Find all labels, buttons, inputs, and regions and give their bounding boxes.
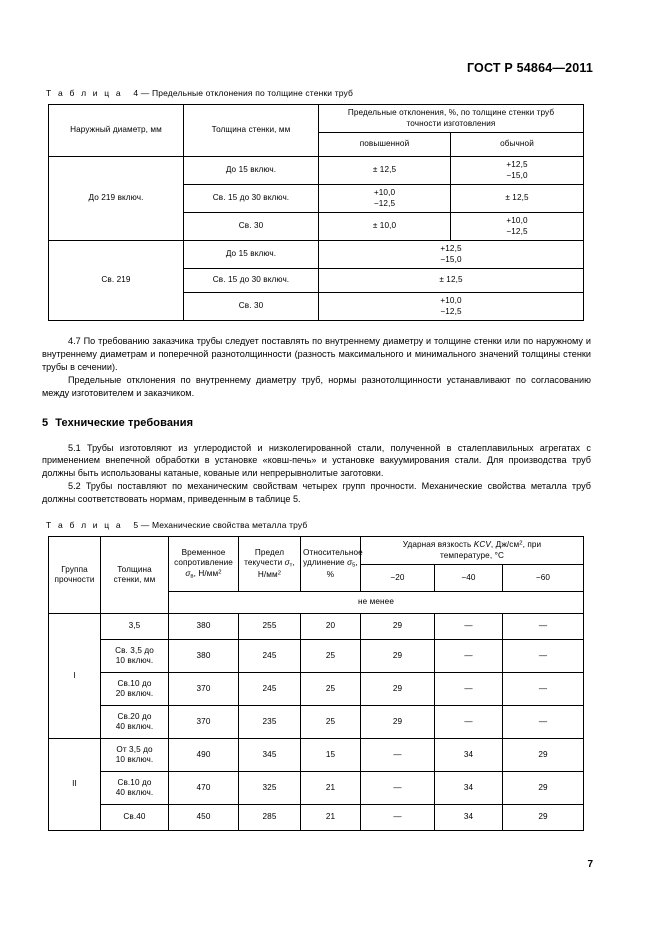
- table5-elongation: 25: [301, 706, 361, 739]
- table5-elong-sub: 5: [352, 562, 356, 569]
- table4-caption-label: Т а б л и ц а: [46, 88, 123, 98]
- table-row: [49, 673, 584, 706]
- table5-elong-symbol: σ: [347, 558, 353, 568]
- table5-col-thickness: [101, 537, 169, 614]
- table5-thickness: [101, 805, 169, 831]
- table5-impact-b: , Дж/см: [490, 540, 520, 550]
- table5-tensile: 470: [169, 772, 239, 805]
- table5-kcv-minus20: —: [361, 805, 435, 831]
- table-row: [49, 739, 584, 772]
- table5-yield-comma: ,: [292, 558, 295, 568]
- table5-col-temp-minus60: −60: [503, 565, 584, 592]
- table5-kcv-minus60: 29: [503, 772, 584, 805]
- table5-tensile-sub: в: [190, 573, 194, 580]
- table5-elongation: 20: [301, 614, 361, 640]
- table5-thickness: [101, 739, 169, 772]
- table5-kcv-minus40: —: [435, 673, 503, 706]
- table5-thickness-l1: Св. 3,5 до: [115, 645, 154, 655]
- table4-normal-lower: −12,5: [506, 226, 528, 236]
- table5-elongation: 15: [301, 739, 361, 772]
- table5-tensile-units: , Н/мм: [193, 568, 219, 578]
- table5-tensile-line1: Временное: [181, 547, 226, 557]
- page-content: [40, 88, 591, 831]
- table5-group-2: II: [49, 739, 101, 831]
- table4-thickness: Св. 15 до 30 включ.: [184, 269, 319, 293]
- table4-merged-deviation: [319, 293, 584, 321]
- table4-normal-upper: +10,0: [506, 216, 528, 225]
- table-row: [49, 614, 584, 640]
- table5-kcv-minus60: 29: [503, 739, 584, 772]
- table4-merged-deviation: ± 12,5: [319, 269, 584, 293]
- table5-strength-line2: прочности: [54, 575, 95, 585]
- table-row: [49, 805, 584, 831]
- table5-elongation: 25: [301, 673, 361, 706]
- table4-col-deviation-group: [319, 105, 584, 133]
- table5-yield-line2: текучести: [244, 558, 285, 568]
- table5-thickness: [101, 772, 169, 805]
- table4-caption-text: Предельные отклонения по толщине стенки труб: [151, 88, 354, 98]
- table5-kcv-minus60: 29: [503, 805, 584, 831]
- table5-thickness-l2: 20 включ.: [115, 689, 154, 699]
- table5-thickness-l2: 10 включ.: [115, 656, 154, 666]
- table5-elong-line2: удлинение: [303, 558, 348, 568]
- standard-header: ГОСТ Р 54864—2011: [466, 61, 593, 75]
- table5-col-elongation: [301, 537, 361, 592]
- table5-kcv-minus20: —: [361, 772, 435, 805]
- table5-yield-sub: т: [289, 562, 293, 569]
- table4-thickness: До 15 включ.: [184, 157, 319, 185]
- table5-thickness-l2: 40 включ.: [115, 722, 154, 732]
- table5-kcv-minus60: —: [503, 706, 584, 739]
- table5-impact-sup: 2: [519, 540, 523, 547]
- table5-col-strength-group: [49, 537, 101, 614]
- paragraph-4-7: 4.7 По требованию заказчика трубы следует поставлять по внутреннему диаметру и толщине стенки или по наружному и внутреннему диаметрам и поперечной разнотолщинности (разность максимального и минимального значений толщины стенки трубы в сечении).: [42, 336, 591, 372]
- table5-tensile: 380: [169, 614, 239, 640]
- table5-caption: [40, 520, 591, 530]
- table4-merged-upper: +12,5: [440, 244, 462, 253]
- table-5-mechanical-properties: [48, 536, 584, 831]
- table4-high-upper: +10,0: [373, 188, 396, 197]
- table4-merged-lower: −12,5: [440, 306, 462, 316]
- table5-kcv-minus40: —: [435, 706, 503, 739]
- table4-col-precision-high: повышенной: [319, 133, 451, 157]
- table5-yield-line1: Предел: [254, 547, 285, 557]
- table5-caption-text: Механические свойства металла труб: [151, 520, 308, 531]
- table5-elongation: 25: [301, 640, 361, 673]
- table-row: [49, 241, 584, 269]
- section-5-title: Технические требования: [55, 416, 194, 429]
- section-5-heading: [42, 417, 591, 429]
- paragraph-4-7-b: Предельные отклонения по внутреннему диаметру труб, нормы разнотолщинности устанавливают по согласованию между изготовителем и заказчиком.: [42, 374, 591, 398]
- table5-col-impact-toughness-group: [361, 537, 584, 565]
- table4-merged-deviation: [319, 241, 584, 269]
- table5-kcv-minus60: —: [503, 673, 584, 706]
- table5-header-row-1: [49, 537, 584, 565]
- table4-normal: [451, 157, 584, 185]
- table5-impact-a: Ударная вязкость: [402, 540, 474, 550]
- table4-normal: ± 12,5: [451, 185, 584, 213]
- table5-yield-units: Н/мм: [257, 570, 278, 580]
- clause-4-7-block: [40, 335, 591, 400]
- table5-kcv-minus20: —: [361, 739, 435, 772]
- table4-high: [319, 185, 451, 213]
- table5-kcv-minus20: 29: [361, 614, 435, 640]
- table-row: [49, 772, 584, 805]
- table5-elong-comma: ,: [355, 558, 358, 568]
- table5-thickness-l1: Св.10 до: [117, 777, 152, 787]
- table-row: [49, 706, 584, 739]
- table5-yield: 345: [239, 739, 301, 772]
- table5-kcv-minus40: —: [435, 640, 503, 673]
- table5-kcv-minus20: 29: [361, 706, 435, 739]
- table5-col-tensile-strength: [169, 537, 239, 592]
- table5-thickness-l2: 10 включ.: [115, 755, 154, 765]
- table5-elongation: 21: [301, 772, 361, 805]
- table5-group-1: I: [49, 614, 101, 739]
- table4-normal: [451, 213, 584, 241]
- table5-thickness-l1: 3,5: [128, 621, 141, 631]
- table5-caption-number: 5: [133, 520, 139, 531]
- paragraph-5-1: 5.1 Трубы изготовляют из углеродистой и низколегированной стали, полученной в сталеплавильных агрегатах с применением внепечной обработки в установке «ковш-печь» и установке вакуумирования стали. Для производства труб должны быть использованы катаные, кованые или непрерывнолитые заготовки.: [42, 442, 591, 479]
- table5-thickness: [101, 706, 169, 739]
- table4-caption: [40, 88, 591, 98]
- table5-tensile: 370: [169, 673, 239, 706]
- table5-kcv-minus40: —: [435, 614, 503, 640]
- table5-yield: 255: [239, 614, 301, 640]
- table5-kcv-minus60: —: [503, 640, 584, 673]
- table4-col-wall-thickness: Толщина стенки, мм: [184, 105, 319, 157]
- table5-caption-label: Т а б л и ц а: [46, 520, 123, 531]
- table4-col-precision-normal: обычной: [451, 133, 584, 157]
- table4-body: [49, 157, 584, 321]
- table5-elong-line1: Относительное: [303, 547, 363, 557]
- table-4-wall-thickness-deviations: [48, 104, 584, 321]
- table5-kcv-minus20: 29: [361, 640, 435, 673]
- table5-thickness-line1: Толщина: [117, 564, 152, 574]
- table5-tensile-line2: сопротивление: [174, 558, 233, 568]
- table5-kcv-minus20: 29: [361, 673, 435, 706]
- table4-caption-dash: —: [140, 88, 150, 98]
- table4-high-lower: −12,5: [373, 198, 396, 208]
- table5-thickness-l1: Св.20 до: [117, 711, 152, 721]
- table5-tensile: 370: [169, 706, 239, 739]
- table5-body: [49, 614, 584, 831]
- table5-tensile: 450: [169, 805, 239, 831]
- table5-thickness-l2: 40 включ.: [115, 788, 154, 798]
- table5-thickness-l1: Св.10 до: [117, 678, 152, 688]
- table4-merged-upper: +10,0: [440, 296, 462, 305]
- table5-yield-sup: 2: [277, 570, 282, 577]
- table5-kcv-minus60: —: [503, 614, 584, 640]
- table-row: [49, 640, 584, 673]
- table5-elong-line3: %: [326, 570, 335, 580]
- table5-strength-line1: Группа: [61, 564, 88, 574]
- table5-tensile-sup: 2: [218, 569, 222, 576]
- table5-yield: 325: [239, 772, 301, 805]
- table5-col-yield-strength: [239, 537, 301, 592]
- table4-thickness: До 15 включ.: [184, 241, 319, 269]
- table5-col-temp-minus20: −20: [361, 565, 435, 592]
- table5-caption-dash: —: [140, 520, 150, 531]
- table5-yield: 235: [239, 706, 301, 739]
- table5-impact-kcv: KCV: [473, 540, 491, 550]
- table4-header-row-1: [49, 105, 584, 133]
- table5-yield-symbol: σ: [284, 558, 290, 568]
- table4-thickness: Св. 30: [184, 293, 319, 321]
- table5-thickness-l1: От 3,5 до: [116, 744, 153, 754]
- table4-normal-upper: +12,5: [506, 160, 528, 169]
- table4-merged-lower: −15,0: [440, 254, 462, 264]
- table4-normal-lower: −15,0: [506, 170, 528, 180]
- table5-thickness: [101, 673, 169, 706]
- table5-elongation: 21: [301, 805, 361, 831]
- page-number: 7: [587, 859, 593, 870]
- table5-thickness-line2: стенки, мм: [113, 575, 156, 585]
- section-5-number: 5: [42, 416, 49, 429]
- table5-kcv-minus40: 34: [435, 805, 503, 831]
- table5-tensile-symbol: σ: [185, 568, 191, 578]
- table5-tensile: 490: [169, 739, 239, 772]
- table5-kcv-minus40: 34: [435, 772, 503, 805]
- table4-deviation-line1: Предельные отклонения, %, по толщине стенки труб: [347, 108, 555, 117]
- table5-col-temp-minus40: −40: [435, 565, 503, 592]
- table5-not-less-label: не менее: [169, 592, 584, 614]
- table4-thickness: Св. 15 до 30 включ.: [184, 185, 319, 213]
- table4-deviation-line2: точности изготовления: [406, 118, 496, 128]
- table5-impact-line2: температуре, °С: [440, 550, 504, 560]
- table4-caption-number: 4: [133, 88, 139, 98]
- table5-thickness: [101, 614, 169, 640]
- table-row: [49, 157, 584, 185]
- table5-yield: 245: [239, 640, 301, 673]
- table5-thickness-l1: Св.40: [123, 812, 146, 822]
- table5-impact-c: , при: [522, 540, 542, 550]
- table4-diameter-group-1: До 219 включ.: [49, 157, 184, 241]
- table5-yield: 285: [239, 805, 301, 831]
- table4-high: ± 10,0: [319, 213, 451, 241]
- table5-thickness: [101, 640, 169, 673]
- table4-high: ± 12,5: [319, 157, 451, 185]
- table5-yield: 245: [239, 673, 301, 706]
- table4-thickness: Св. 30: [184, 213, 319, 241]
- table5-kcv-minus40: 34: [435, 739, 503, 772]
- table4-col-outer-diameter: Наружный диаметр, мм: [49, 105, 184, 157]
- paragraph-5-2: 5.2 Трубы поставляют по механическим свойствам четырех групп прочности. Механические свойства металла труб должны соответствовать нормам, приведенным в таблице 5.: [42, 481, 591, 505]
- table5-tensile: 380: [169, 640, 239, 673]
- table4-diameter-group-2: Св. 219: [49, 241, 184, 321]
